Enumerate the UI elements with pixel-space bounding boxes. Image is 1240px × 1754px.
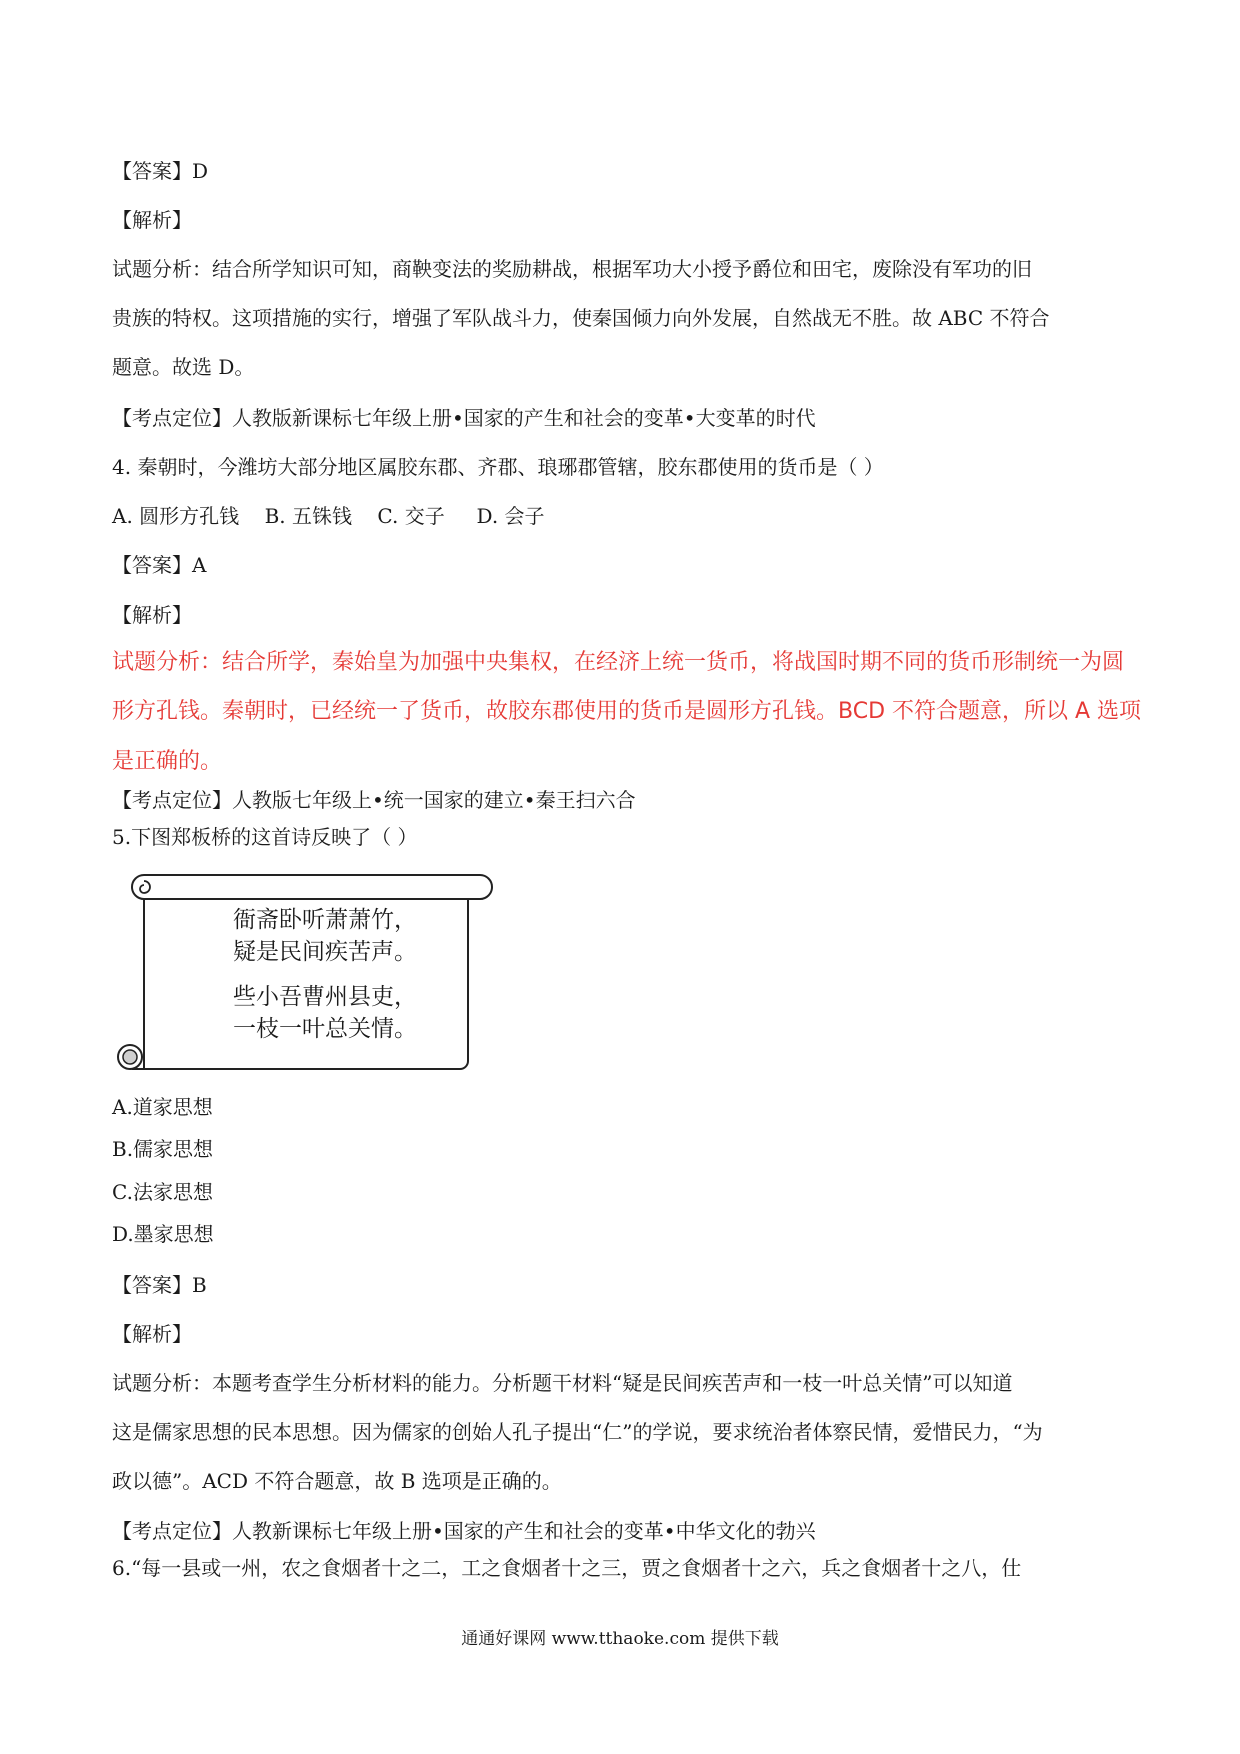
q4-answer: 【答案】A	[112, 553, 207, 577]
q3-analysis-line-2: 贵族的特权。这项措施的实行，增强了军队战斗力，使秦国倾力向外发展，自然战无不胜。故 ABC 不符合	[112, 306, 1050, 330]
q3-answer: 【答案】D	[112, 159, 209, 183]
q4-analysis-line-2: 形方孔钱。秦朝时，已经统一了货币，故胶东郡使用的货币是圆形方孔钱。BCD 不符合题意，所以 A 选项	[112, 699, 1142, 724]
page-footer: 通通好课网 www.tthaoke.com 提供下载	[461, 1629, 779, 1649]
q5-analysis-line-2: 这是儒家思想的民本思想。因为儒家的创始人孔子提出“仁”的学说，要求统治者体察民情，爱惜民力，“为	[112, 1420, 1043, 1444]
q5-option-b: B.儒家思想	[112, 1137, 214, 1161]
q4-location: 【考点定位】人教版七年级上•统一国家的建立•秦王扫六合	[112, 788, 636, 812]
q5-analysis-line-1: 试题分析：本题考查学生分析材料的能力。分析题干材料“疑是民间疾苦声和一枝一叶总关情”可以知道	[112, 1371, 1013, 1395]
poem-line-1: 衙斋卧听萧萧竹，	[233, 907, 417, 933]
q4-question: 4. 秦朝时，今潍坊大部分地区属胶东郡、齐郡、琅琊郡管辖，胶东郡使用的货币是（ ）	[112, 455, 884, 479]
q4-analysis-line-3: 是正确的。	[112, 749, 223, 774]
q5-analysis-line-3: 政以德”。ACD 不符合题意，故 B 选项是正确的。	[112, 1469, 562, 1493]
q3-analysis-line-1: 试题分析：结合所学知识可知，商鞅变法的奖励耕战，根据军功大小授予爵位和田宅，废除没有军功的旧	[112, 257, 1032, 281]
q5-option-c: C.法家思想	[112, 1180, 213, 1204]
q5-question: 5.下图郑板桥的这首诗反映了（ ）	[112, 825, 418, 849]
q5-option-d: D.墨家思想	[112, 1222, 214, 1246]
q5-option-a: A.道家思想	[112, 1095, 213, 1119]
q4-analysis-line-1: 试题分析：结合所学，秦始皇为加强中央集权，在经济上统一货币，将战国时期不同的货币形制统一为圆	[112, 650, 1125, 675]
q5-answer: 【答案】B	[112, 1273, 207, 1297]
q4-analysis-label: 【解析】	[112, 603, 192, 627]
q5-analysis-label: 【解析】	[112, 1322, 192, 1346]
poem-line-3: 些小吾曹州县吏，	[233, 984, 417, 1010]
q5-location: 【考点定位】人教新课标七年级上册•国家的产生和社会的变革•中华文化的勃兴	[112, 1519, 816, 1543]
poem-line-2: 疑是民间疾苦声。	[233, 939, 417, 965]
q3-analysis-line-3: 题意。故选 D。	[112, 355, 255, 379]
q3-location: 【考点定位】人教版新课标七年级上册•国家的产生和社会的变革•大变革的时代	[112, 406, 816, 430]
q4-options: A. 圆形方孔钱 B. 五铢钱 C. 交子 D. 会子	[112, 504, 545, 528]
q3-analysis-label: 【解析】	[112, 208, 192, 232]
q6-question: 6.“每一县或一州，农之食烟者十之二，工之食烟者十之三，贾之食烟者十之六，兵之食烟者十之八，仕	[112, 1556, 1022, 1580]
poem-line-4: 一枝一叶总关情。	[233, 1016, 417, 1042]
